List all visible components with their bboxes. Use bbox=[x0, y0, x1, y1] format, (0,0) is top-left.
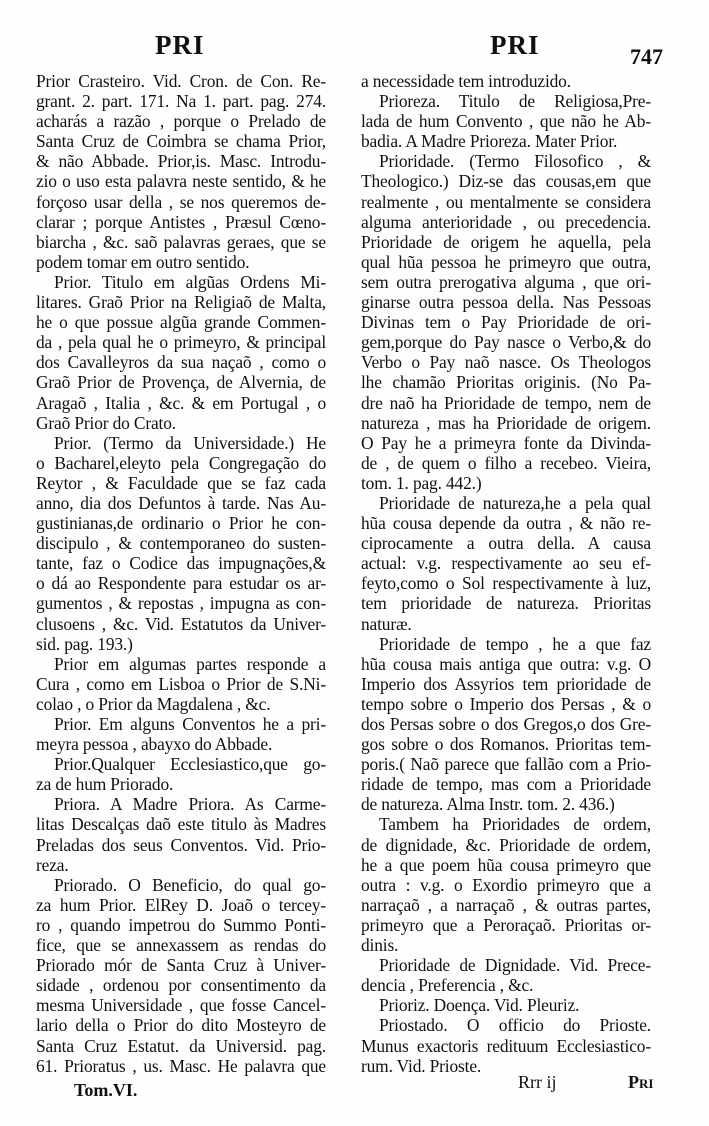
text-line: podem tomar em outro sentido. bbox=[36, 251, 250, 272]
text-line: mesma Universidade , que fosse Cancel- bbox=[36, 995, 326, 1016]
text-line: primeyro que a Peroraçaõ. Prioritas or- bbox=[361, 914, 651, 935]
text-line: badia. A Madre Prioreza. Mater Prior. bbox=[361, 131, 618, 152]
text-line: Prioridade de tempo , he a que faz bbox=[379, 633, 651, 654]
text-line: Divinas tem o Pay Prioridade de ori- bbox=[361, 312, 651, 333]
text-line: de , de quem o filho a recebeo. Vieira, bbox=[361, 452, 651, 473]
text-line: Theologico.) Diz-se das cousas,em que bbox=[361, 171, 651, 192]
text-line: Prior Crasteiro. Vid. Cron. de Con. Re- bbox=[36, 71, 326, 91]
text-line: feyto,como o Sol respectivamente à luz, bbox=[361, 573, 651, 594]
text-line: dos Cavalleyros da sua naçaõ , como o bbox=[36, 352, 326, 373]
text-line: natureza , mas ha Prioridade de origem. bbox=[361, 412, 651, 433]
text-line: dos Persas sobre o dos Gregos,o dos Gre- bbox=[361, 714, 651, 734]
text-line: sem outra prerogativa alguma , que ori- bbox=[361, 271, 651, 292]
right-column bbox=[361, 71, 651, 1076]
text-line: lhe chamão Prioritas originis. (No Pa- bbox=[361, 372, 651, 393]
text-line: Santa Cruz de Coimbra se chama Prior, bbox=[36, 131, 326, 152]
text-line: Priorado mór de Santa Cruz à Univer- bbox=[36, 955, 326, 976]
text-line: litas Descalças daõ este titulo às Madres bbox=[36, 814, 326, 835]
text-line: a necessidade tem introduzido. bbox=[361, 71, 571, 91]
text-line: fice, que se annexassem as rendas do bbox=[36, 935, 326, 956]
text-line: alguma anterioridade , ou precedencia. bbox=[361, 211, 651, 232]
text-line: Prioridade de origem he aquella, pela bbox=[361, 231, 651, 252]
text-line: tante, faz o Codice das impugnações,& bbox=[36, 553, 326, 574]
text-line: acharás a razão , porque o Prelado de bbox=[36, 111, 326, 132]
text-line: sidade , ordenou por consentimento da bbox=[36, 975, 326, 996]
text-line: hũa cousa mais antiga que outra: v.g. O bbox=[361, 653, 651, 674]
text-line: rum. Vid. Prioste. bbox=[361, 1055, 482, 1076]
text-line: za de hum Priorado. bbox=[36, 774, 174, 795]
text-line: meyra pessoa , abayxo do Abbade. bbox=[36, 734, 273, 755]
text-line: 61. Prioratus , us. Masc. He palavra que bbox=[36, 1055, 326, 1076]
text-line: tem prioridade de natureza. Prioritas bbox=[361, 593, 651, 614]
text-line: tom. 1. pag. 442.) bbox=[361, 472, 482, 493]
text-line: dinis. bbox=[361, 935, 399, 956]
text-line: Verbo o Pay naõ nasce. Os Theologos bbox=[361, 352, 651, 373]
text-line: dre naõ ha Prioridade de tempo, nem de bbox=[361, 392, 651, 413]
text-line: Prior. (Termo da Universidade.) He bbox=[54, 432, 326, 453]
text-line: naturæ. bbox=[361, 613, 412, 634]
text-line: Prioriz. Doença. Vid. Pleuriz. bbox=[379, 995, 580, 1016]
catchword: Pri bbox=[628, 1072, 654, 1092]
text-line: grant. 2. part. 171. Na 1. part. pag. 274. bbox=[36, 91, 326, 112]
text-line: zio o uso esta palavra neste sentido, & he bbox=[36, 171, 326, 192]
text-line: discipulo , & contemporaneo do susten- bbox=[36, 533, 326, 554]
text-line: poris.( Naõ parece que fallão com a Prio- bbox=[361, 754, 651, 775]
page-number: 747 bbox=[630, 44, 663, 69]
text-line: Priostado. O officio do Prioste. bbox=[379, 1015, 651, 1036]
text-line: Prioridade de natureza,he a pela qual bbox=[379, 492, 651, 513]
text-line: Prior.Qualquer Ecclesiastico,que go- bbox=[54, 754, 326, 775]
text-line: gumentos , & repostas , impugna as con- bbox=[36, 593, 326, 614]
text-line: gustinianas,de ordinario o Prior he con- bbox=[36, 513, 326, 534]
signature-mark: Rrr ij bbox=[518, 1072, 557, 1092]
text-line: za hum Prior. ElRey D. Joaõ o tercey- bbox=[36, 894, 326, 915]
text-line: Preladas dos seus Conventos. Vid. Prio- bbox=[36, 834, 326, 855]
text-line: clarar ; porque Antistes , Præsul Cœno- bbox=[36, 211, 326, 232]
text-line: reza. bbox=[36, 854, 69, 875]
text-line: Munus exactoris redituum Ecclesiastico- bbox=[361, 1035, 651, 1056]
text-line: Prioreza. Titulo de Religiosa,Pre- bbox=[379, 91, 651, 112]
text-line: Prior. Em alguns Conventos he a pri- bbox=[54, 714, 326, 734]
text-line: Cura , como em Lisboa o Prior de S.Ni- bbox=[36, 673, 326, 694]
text-line: Prior. Titulo em algũas Ordens Mi- bbox=[54, 271, 326, 292]
text-line: he o que possue algũa grande Commen- bbox=[36, 312, 326, 333]
text-line: gem,porque do Pay nasce o Verbo,& do bbox=[361, 332, 651, 353]
running-head-left: PRI bbox=[155, 30, 205, 60]
text-line: Graõ Prior de Provença, de Alvernia, de bbox=[36, 372, 326, 393]
text-line: qual hũa pessoa he primeyro que outra, bbox=[361, 251, 651, 272]
text-line: clusoens , &c. Vid. Estatutos da Univer- bbox=[36, 613, 326, 634]
text-line: biarcha , &c. saõ palavras geraes, que se bbox=[36, 231, 326, 252]
text-line: he a que poem hũa cousa primeyro que bbox=[361, 854, 651, 875]
text-line: da , pela qual he o primeyro, & principal bbox=[36, 332, 326, 353]
text-line: anno, dia dos Defuntos à tarde. Nas Au- bbox=[36, 492, 326, 513]
text-line: Santa Cruz Estatut. da Universid. pag. bbox=[36, 1035, 326, 1056]
text-line: Reytor , & Faculdade que se faz cada bbox=[36, 472, 326, 493]
text-line: ro , quando impetrou do Summo Ponti- bbox=[36, 914, 326, 935]
text-line: Prior em algumas partes responde a bbox=[54, 653, 326, 674]
text-line: de natureza. Alma Instr. tom. 2. 436.) bbox=[361, 794, 615, 815]
text-line: lada de hum Convento , que não he Ab- bbox=[361, 111, 651, 132]
text-line: ciprocamente a outra della. A causa bbox=[361, 533, 651, 554]
left-column bbox=[36, 71, 326, 1076]
text-line: Prioridade. (Termo Filosofico , & bbox=[379, 151, 651, 172]
text-line: Tambem ha Prioridades de ordem, bbox=[379, 814, 651, 835]
text-line: forçoso usar della , se nos queremos de- bbox=[36, 191, 326, 212]
text-line: gos sobre o dos Romanos. Prioritas tem- bbox=[361, 734, 651, 755]
text-line: de dignidade, &c. Prioridade de ordem, bbox=[361, 834, 651, 855]
running-head-right: PRI bbox=[490, 30, 540, 60]
text-line: ginarse outra pessoa della. Nas Pessoas bbox=[361, 292, 651, 313]
text-line: ridade de tempo, mas com a Prioridade bbox=[361, 774, 651, 795]
text-line: Graõ Prior do Crato. bbox=[36, 412, 176, 433]
text-line: Priora. A Madre Priora. As Carme- bbox=[54, 794, 326, 815]
text-line: o Bacharel,eleyto pela Congregação do bbox=[36, 452, 326, 473]
text-line: o dá ao Respondente para estudar os ar- bbox=[36, 573, 326, 594]
text-line: Priorado. O Beneficio, do qual go- bbox=[54, 874, 326, 895]
text-line: lario della o Prior do dito Mosteyro de bbox=[36, 1015, 326, 1036]
text-line: narraçaõ , a narraçaõ , & outras partes, bbox=[361, 894, 651, 915]
text-line: Aragaõ , Italia , &c. & em Portugal , o bbox=[36, 392, 326, 413]
text-line: hũa cousa depende da outra , & não re- bbox=[361, 513, 651, 534]
text-line: tempo sobre o Imperio dos Persas , & o bbox=[361, 693, 651, 714]
text-line: litares. Graõ Prior na Religiaõ de Malta, bbox=[36, 292, 326, 313]
text-line: O Pay he a primeyra fonte da Divinda- bbox=[361, 432, 651, 453]
text-line: Imperio dos Assyrios tem prioridade de bbox=[361, 673, 651, 694]
text-line: actual: v.g. respectivamente ao seu ef- bbox=[361, 553, 651, 574]
text-line: colao , o Prior da Magdalena , &c. bbox=[36, 693, 271, 714]
text-line: Prioridade de Dignidade. Vid. Prece- bbox=[379, 955, 651, 976]
text-line: outra : v.g. o Exordio primeyro que a bbox=[361, 874, 651, 895]
volume-label: Tom.VI. bbox=[74, 1080, 138, 1100]
text-line: & não Abbade. Prior,is. Masc. Introdu- bbox=[36, 151, 326, 172]
text-line: sid. pag. 193.) bbox=[36, 633, 133, 654]
text-line: realmente , ou mentalmente se considera bbox=[361, 191, 651, 212]
text-line: dencia , Preferencia , &c. bbox=[361, 975, 534, 996]
